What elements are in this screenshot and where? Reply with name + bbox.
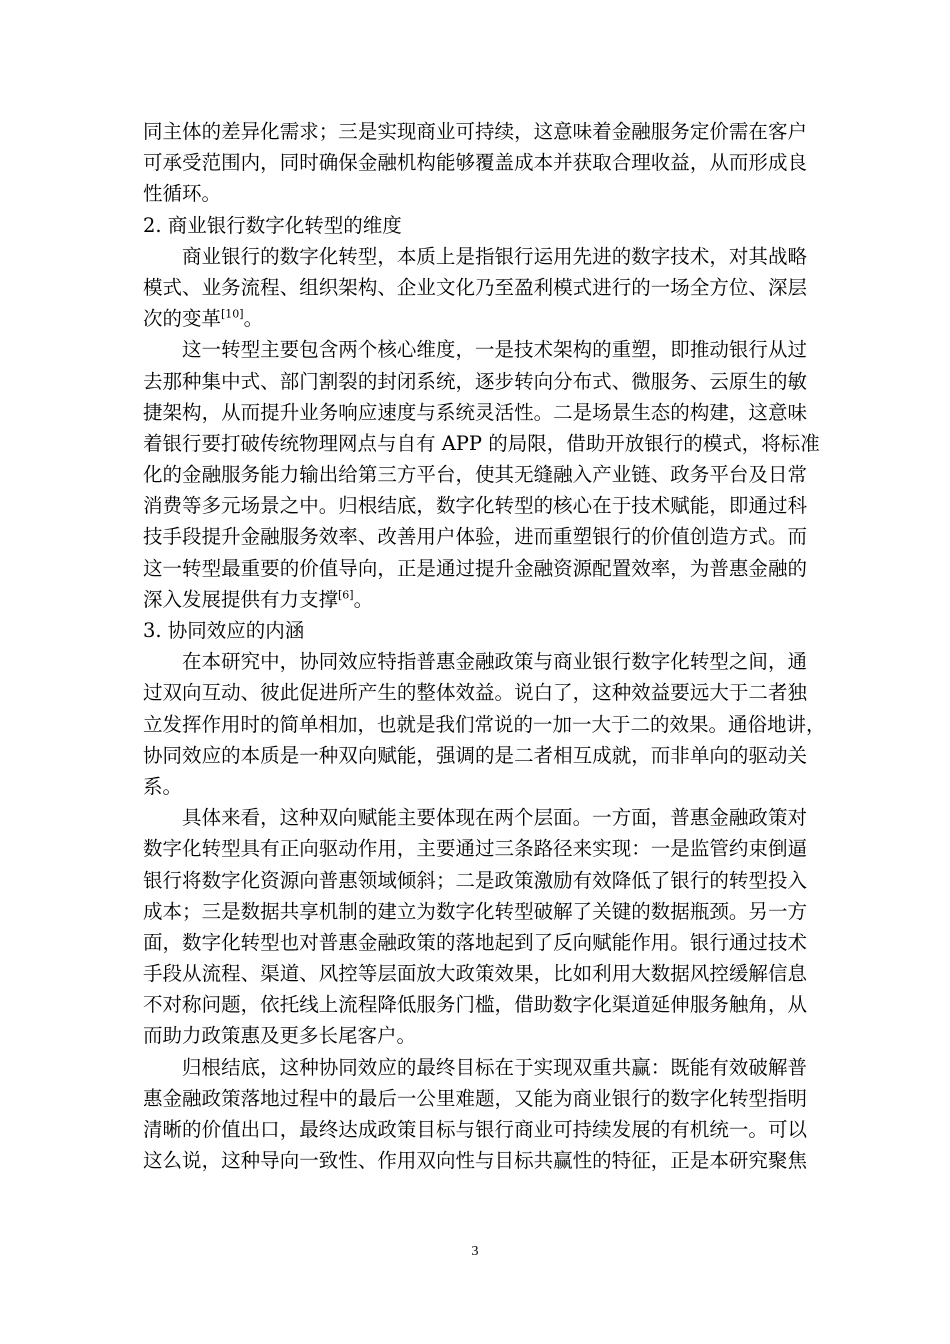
text-line: 性循环。: [143, 182, 222, 206]
text-line: 协同效应的本质是一种双向赋能，强调的是二者相互成就，而非单向的驱动关: [143, 743, 807, 767]
document-body: [143, 116, 826, 1176]
text-line: 具体来看，这种双向赋能主要体现在两个层面。一方面，普惠金融政策对: [182, 806, 807, 830]
text-line: 消费等多元场景之中。归根结底，数字化转型的核心在于技术赋能，即通过科: [143, 494, 807, 518]
text-line: 面，数字化转型也对普惠金融政策的落地起到了反向赋能作用。银行通过技术: [143, 930, 807, 954]
section3-paragraph-3: [143, 1052, 807, 1177]
text-line: 清晰的价值出口，最终达成政策目标与银行商业可持续发展的有机统一。可以: [143, 1118, 807, 1141]
text-span: 次的变革: [143, 307, 222, 331]
text-line: 惠金融政策落地过程中的最后一公里难题，又能为商业银行的数字化转型指明: [143, 1086, 807, 1110]
text-line: 去那种集中式、部门割裂的封闭系统，逐步转向分布式、微服务、云原生的敏: [143, 369, 807, 393]
text-line: 同主体的差异化需求；三是实现商业可持续，这意味着金融服务定价需在客户: [143, 120, 807, 143]
citation-ref: [6]: [338, 588, 354, 602]
text-line: 系。: [143, 774, 183, 798]
text-line: [143, 303, 807, 334]
text-line: 在本研究中，协同效应特指普惠金融政策与商业银行数字化转型之间，通: [182, 650, 807, 674]
text-span: 。: [353, 587, 374, 611]
text-span: 。: [243, 307, 264, 331]
text-line: 手段从流程、渠道、风控等层面放大政策效果，比如利用大数据风控缓解信息: [143, 962, 807, 986]
page-number: 3: [471, 1244, 479, 1259]
text-line: 归根结底，这种协同效应的最终目标在于实现双重共赢：既能有效破解普: [182, 1055, 807, 1079]
text-line: 立发挥作用时的简单相加，也就是我们常说的一加一大于二的效果。通俗地讲，: [143, 712, 826, 736]
text-line: 这一转型最重要的价值导向，正是通过提升金融资源配置效率，为普惠金融的: [143, 556, 807, 580]
text-line: 这么说，这种导向一致性、作用双向性与目标共赢性的特征，正是本研究聚焦: [143, 1149, 807, 1173]
section-heading-2: 2. 商业银行数字化转型的维度: [143, 213, 402, 237]
text-line: 模式、业务流程、组织架构、企业文化乃至盈利模式进行的一场全方位、深层: [143, 275, 807, 299]
text-line: [143, 584, 807, 615]
text-line: 捷架构，从而提升业务响应速度与系统灵活性。二是场景生态的构建，这意味: [143, 400, 807, 424]
paragraph-continued: [143, 116, 807, 210]
text-line: 可承受范围内，同时确保金融机构能够覆盖成本并获取合理收益，从而形成良: [143, 151, 807, 175]
text-line: 着银行要打破传统物理网点与自有 APP 的局限，借助开放银行的模式，将标准: [143, 431, 820, 455]
text-line: 成本；三是数据共享机制的建立为数字化转型破解了关键的数据瓶颈。另一方: [143, 899, 807, 923]
section2-paragraph-2: [143, 334, 820, 615]
text-line: 数字化转型具有正向驱动作用，主要通过三条路径来实现：一是监管约束倒逼: [143, 837, 807, 861]
text-line: 过双向互动、彼此促进所产生的整体效益。说白了，这种效益要远大于二者独: [143, 681, 807, 705]
text-line: 化的金融服务能力输出给第三方平台，使其无缝融入产业链、政务平台及日常: [143, 463, 807, 487]
section3-paragraph-2: [143, 802, 807, 1052]
text-span: 深入发展提供有力支撑: [143, 587, 339, 611]
text-line: 技手段提升金融服务效率、改善用户体验，进而重塑银行的价值创造方式。而: [143, 525, 807, 549]
citation-ref: [10]: [221, 307, 244, 321]
text-line: 商业银行的数字化转型，本质上是指银行运用先进的数字技术，对其战略: [182, 244, 807, 268]
section-heading-3: 3. 协同效应的内涵: [143, 619, 305, 642]
text-line: 这一转型主要包含两个核心维度，一是技术架构的重塑，即推动银行从过: [182, 338, 807, 362]
section2-paragraph-1: [143, 241, 807, 335]
section3-paragraph-1: [143, 646, 826, 802]
text-line: 而助力政策惠及更多长尾客户。: [143, 1024, 417, 1048]
text-line: 不对称问题，依托线上流程降低服务门槛，借助数字化渠道延伸服务触角，从: [143, 993, 807, 1017]
text-line: 银行将数字化资源向普惠领域倾斜；二是政策激励有效降低了银行的转型投入: [143, 868, 807, 892]
